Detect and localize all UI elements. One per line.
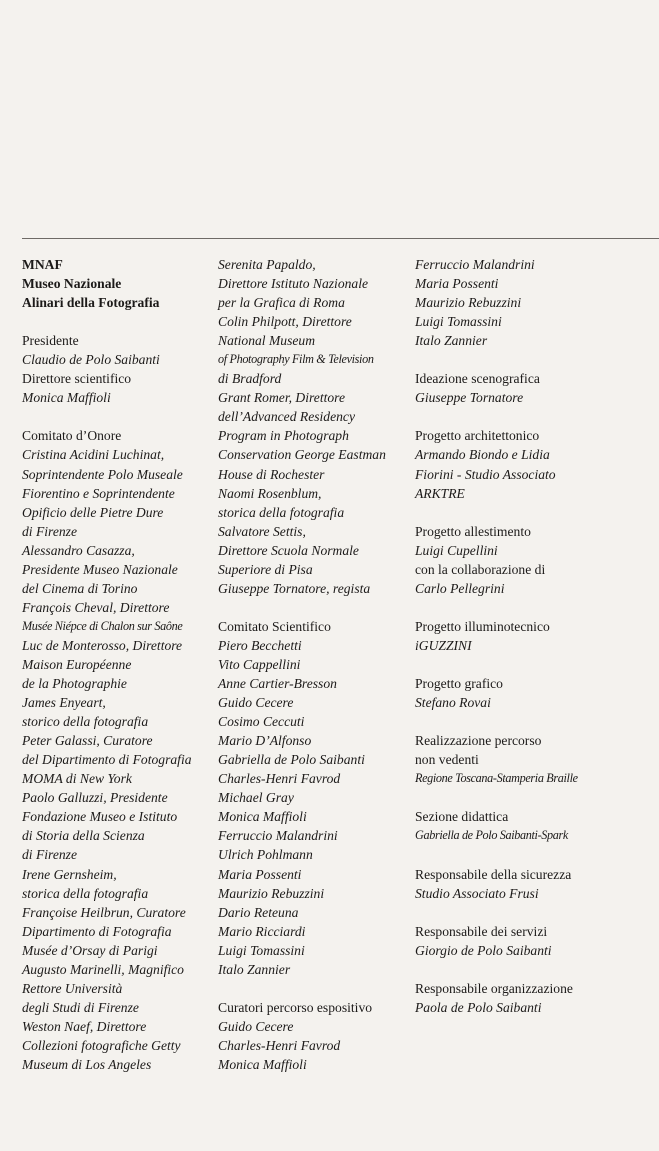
- text-line: Ideazione scenografica: [415, 371, 540, 387]
- spacer: [415, 788, 578, 807]
- text-line: Paola de Polo Saibanti: [415, 999, 542, 1015]
- text-line: Monica Maffioli: [218, 809, 307, 825]
- text-line: James Enyeart,: [22, 695, 106, 711]
- text-line: Charles-Henri Favrod: [218, 1037, 341, 1053]
- spacer: [22, 312, 192, 331]
- text-line: Charles-Henri Favrod: [218, 771, 341, 787]
- spacer: [218, 598, 386, 617]
- text-line: François Cheval, Direttore: [22, 599, 170, 615]
- text-line: Fiorentino e Soprintendente: [22, 485, 175, 501]
- text-line: Giorgio de Polo Saibanti: [415, 942, 552, 958]
- text-line: Claudio de Polo Saibanti: [22, 352, 160, 368]
- text-line: Luigi Tomassini: [415, 314, 502, 330]
- text-line: Comitato Scientifico: [218, 618, 331, 634]
- spacer: [415, 598, 578, 617]
- text-line: Conservation George Eastman: [218, 447, 386, 463]
- text-line: Soprintendente Polo Museale: [22, 466, 183, 482]
- text-line: Museo Nazionale: [22, 276, 122, 292]
- text-line: storica della fotografia: [218, 504, 345, 520]
- text-line: del Dipartimento di Fotografia: [22, 752, 192, 768]
- text-line: Alinari della Fotografia: [22, 295, 160, 311]
- spacer: [415, 503, 578, 522]
- text-line: Mario Ricciardi: [218, 923, 306, 939]
- text-line: di Storia della Scienza: [22, 828, 145, 844]
- spacer: [415, 960, 578, 979]
- column-right: [415, 255, 578, 1017]
- spacer: [415, 655, 578, 674]
- spacer: [415, 903, 578, 922]
- text-line: Presidente: [22, 333, 79, 349]
- text-line: Peter Galassi, Curatore: [22, 733, 153, 749]
- text-line: di Bradford: [218, 371, 282, 387]
- text-line: Curatori percorso espositivo: [218, 999, 373, 1015]
- text-line: Direttore Istituto Nazionale: [218, 276, 369, 292]
- text-line: Cosimo Ceccuti: [218, 714, 305, 730]
- text-line: Regione Toscana-Stamperia Braille: [415, 771, 578, 786]
- text-line: Responsabile dei servizi: [415, 923, 548, 939]
- text-line: Piero Becchetti: [218, 637, 302, 653]
- text-line: Guido Cecere: [218, 1018, 294, 1034]
- text-line: Giuseppe Tornatore, regista: [218, 580, 371, 596]
- text-line: Museum di Los Angeles: [22, 1056, 152, 1072]
- text-line: MNAF: [22, 257, 63, 272]
- text-line: Rettore Università: [22, 980, 123, 996]
- text-line: Dipartimento di Fotografia: [22, 923, 172, 939]
- text-line: Musée Niépce di Chalon sur Saône: [22, 618, 183, 633]
- spacer: [22, 407, 192, 426]
- text-line: Maria Possenti: [415, 276, 499, 292]
- text-line: Ferruccio Malandrini: [218, 828, 338, 844]
- text-line: dell’Advanced Residency: [218, 409, 355, 425]
- text-line: Musée d’Orsay di Parigi: [22, 942, 158, 958]
- text-line: Gabriella de Polo Saibanti: [218, 752, 365, 768]
- text-line: Stefano Rovai: [415, 695, 491, 711]
- text-line: Anne Cartier-Bresson: [218, 676, 337, 692]
- text-line: of Photography Film & Television: [218, 352, 374, 367]
- text-line: Direttore scientifico: [22, 371, 132, 387]
- text-line: Cristina Acidini Luchinat,: [22, 447, 165, 463]
- text-line: Vito Cappellini: [218, 656, 301, 672]
- text-line: Ferruccio Malandrini: [415, 257, 535, 272]
- text-line: Carlo Pellegrini: [415, 580, 505, 596]
- text-line: Armando Biondo e Lidia: [415, 447, 550, 463]
- text-line: di Firenze: [22, 847, 77, 863]
- text-line: Augusto Marinelli, Magnifico: [22, 961, 184, 977]
- text-line: Comitato d’Onore: [22, 428, 122, 444]
- text-line: Guido Cecere: [218, 695, 294, 711]
- text-line: Progetto architettonico: [415, 428, 540, 444]
- spacer: [415, 845, 578, 864]
- text-line: Naomi Rosenblum,: [218, 485, 322, 501]
- text-line: Mario D’Alfonso: [218, 733, 312, 749]
- text-line: Salvatore Settis,: [218, 523, 306, 539]
- spacer: [415, 712, 578, 731]
- text-line: Presidente Museo Nazionale: [22, 561, 178, 577]
- text-line: Colin Philpott, Direttore: [218, 314, 352, 330]
- text-line: Fondazione Museo e Istituto: [22, 809, 178, 825]
- text-line: Françoise Heilbrun, Curatore: [22, 904, 186, 920]
- text-line: Maurizio Rebuzzini: [415, 295, 522, 311]
- text-line: Luigi Tomassini: [218, 942, 305, 958]
- text-line: Maison Européenne: [22, 656, 132, 672]
- text-line: MOMA di New York: [22, 771, 132, 787]
- text-line: Giuseppe Tornatore: [415, 390, 524, 406]
- text-line: Maria Possenti: [218, 866, 302, 882]
- text-line: Irene Gernsheim,: [22, 866, 117, 882]
- text-line: Progetto illuminotecnico: [415, 618, 550, 634]
- text-line: de la Photographie: [22, 676, 127, 692]
- spacer: [218, 979, 386, 998]
- text-line: Luc de Monterosso, Direttore: [22, 637, 183, 653]
- text-line: House di Rochester: [218, 466, 325, 482]
- column-middle: [218, 255, 386, 1074]
- text-line: Serenita Papaldo,: [218, 257, 316, 272]
- text-line: iGUZZINI: [415, 637, 472, 653]
- text-line: degli Studi di Firenze: [22, 999, 139, 1015]
- text-line: con la collaborazione di: [415, 561, 546, 577]
- text-line: Luigi Cupellini: [415, 542, 498, 558]
- column-left: [22, 255, 192, 1074]
- text-line: Dario Reteuna: [218, 904, 299, 920]
- text-line: Progetto allestimento: [415, 523, 531, 539]
- text-line: non vedenti: [415, 752, 479, 768]
- text-line: Opificio delle Pietre Dure: [22, 504, 164, 520]
- text-line: Fiorini - Studio Associato: [415, 466, 556, 482]
- text-line: del Cinema di Torino: [22, 580, 138, 596]
- spacer: [415, 350, 578, 369]
- text-line: Responsabile organizzazione: [415, 980, 573, 996]
- spacer: [415, 407, 578, 426]
- text-line: Ulrich Pohlmann: [218, 847, 313, 863]
- text-line: Weston Naef, Direttore: [22, 1018, 147, 1034]
- text-line: Progetto grafico: [415, 676, 503, 692]
- text-line: Paolo Galluzzi, Presidente: [22, 790, 168, 806]
- text-line: Superiore di Pisa: [218, 561, 313, 577]
- text-line: per la Grafica di Roma: [218, 295, 345, 311]
- text-line: Direttore Scuola Normale: [218, 542, 359, 558]
- text-line: Monica Maffioli: [22, 390, 111, 406]
- text-line: Grant Romer, Direttore: [218, 390, 345, 406]
- text-line: Italo Zannier: [415, 333, 488, 349]
- text-line: Collezioni fotografiche Getty: [22, 1037, 181, 1053]
- text-line: storico della fotografia: [22, 714, 149, 730]
- text-line: Michael Gray: [218, 790, 294, 806]
- text-line: Maurizio Rebuzzini: [218, 885, 325, 901]
- text-line: Italo Zannier: [218, 961, 291, 977]
- text-line: Realizzazione percorso: [415, 733, 542, 749]
- horizontal-rule: [22, 238, 659, 239]
- text-line: ARKTRE: [415, 485, 465, 501]
- text-line: di Firenze: [22, 523, 77, 539]
- text-line: Studio Associato Frusi: [415, 885, 539, 901]
- text-line: Monica Maffioli: [218, 1056, 307, 1072]
- text-line: Gabriella de Polo Saibanti-Spark: [415, 828, 568, 843]
- text-line: Program in Photograph: [218, 428, 349, 444]
- text-line: Responsabile della sicurezza: [415, 866, 572, 882]
- text-line: Sezione didattica: [415, 809, 509, 825]
- text-line: storica della fotografia: [22, 885, 149, 901]
- text-line: Alessandro Casazza,: [22, 542, 135, 558]
- text-line: National Museum: [218, 333, 316, 349]
